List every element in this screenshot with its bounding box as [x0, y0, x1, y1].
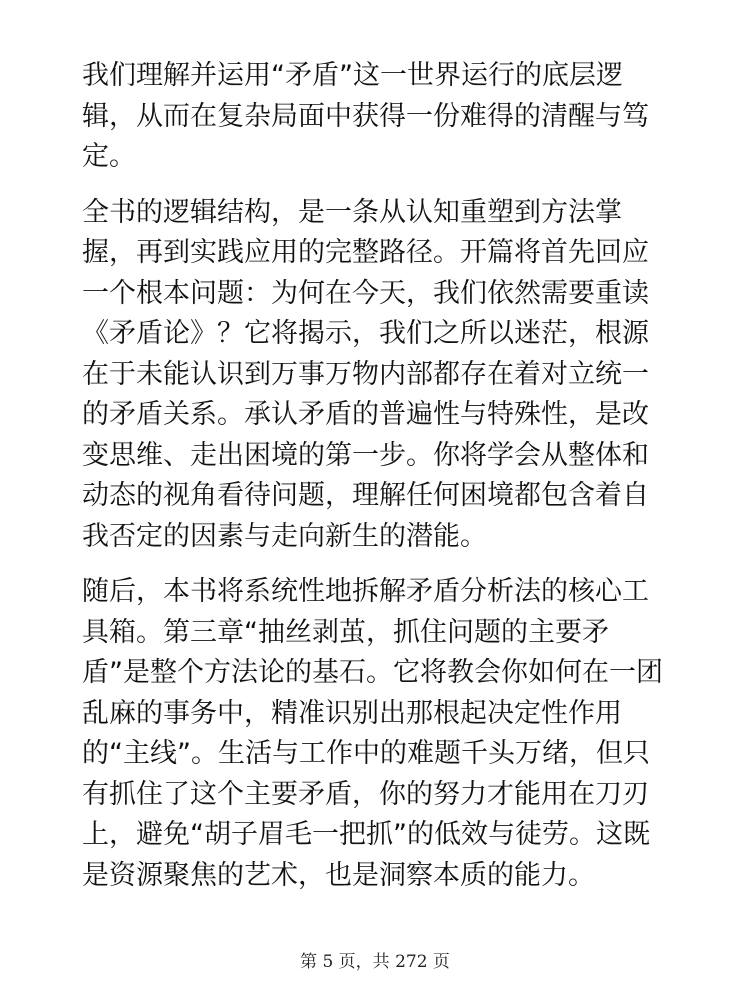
- paragraph-1: 我们理解并运用“矛盾”这一世界运行的底层逻辑，从而在复杂局面中获得一份难得的清醒与笃定。: [82, 60, 649, 172]
- paragraph-2: 全书的逻辑结构，是一条从认知重塑到方法掌握，再到实践应用的完整路径。开篇将首先回应一个根本问题：为何在今天，我们依然需要重读《矛盾论》？它将揭示，我们之所以迷茫，根源在于未能认识到万事万物内部都存在着对立统一的矛盾关系。承认矛盾的普遍性与特殊性，是改变思维、走出困境的第一步。你将学会从整体和动态的视角看待问题，理解任何困境都包含着自我否定的因素与走向新生的潜能。: [82, 196, 649, 552]
- page-number-footer: 第 5 页，共 272 页: [300, 952, 450, 972]
- document-body: [82, 56, 672, 911]
- paragraph-3: 随后，本书将系统性地拆解矛盾分析法的核心工具箱。第三章“抽丝剥茧，抓住问题的主要矛盾”是整个方法论的基石。它将教会你如何在一团乱麻的事务中，精准识别出那根起决定性作用的“主线”。生活与工作中的难题千头万绪，但只有抓住了这个主要矛盾，你的努力才能用在刀刃上，避免“胡子眉毛一把抓”的低效与徒劳。这既是资源聚焦的艺术，也是洞察本质的能力。: [82, 576, 663, 891]
